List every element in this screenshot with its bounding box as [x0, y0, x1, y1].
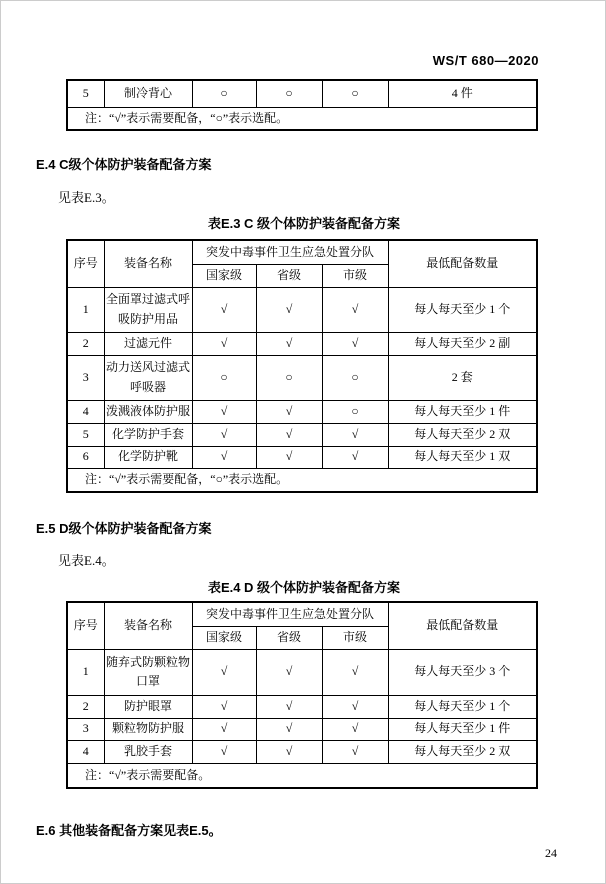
cell-municipal: √ [322, 332, 388, 355]
cell-national: √ [192, 446, 256, 468]
cell-municipal: √ [322, 649, 388, 695]
header-national: 国家级 [192, 626, 256, 649]
cell-seq: 4 [67, 400, 104, 423]
cell-quantity: 每人每天至少 1 件 [388, 400, 537, 423]
cell-seq: 1 [67, 649, 104, 695]
table-header-row [67, 602, 537, 626]
header-team-group: 突发中毒事件卫生应急处置分队 [192, 240, 388, 264]
cell-municipal: ○ [322, 355, 388, 400]
table-note-row [67, 468, 537, 492]
header-provincial: 省级 [256, 264, 322, 287]
table-e4 [66, 601, 538, 789]
cell-national: √ [192, 695, 256, 718]
cell-equipment-name: 动力送风过滤式呼吸器 [104, 355, 192, 400]
section-e5-body: 见表E.4。 [58, 553, 115, 568]
header-seq: 序号 [67, 240, 104, 287]
cell-quantity: 每人每天至少 3 个 [388, 649, 537, 695]
cell-national: √ [192, 287, 256, 332]
cell-national: ○ [192, 80, 256, 107]
page-number: 24 [545, 846, 557, 860]
cell-seq: 3 [67, 355, 104, 400]
cell-national: √ [192, 740, 256, 763]
cell-seq: 2 [67, 332, 104, 355]
table-row [67, 718, 537, 740]
cell-provincial: √ [256, 423, 322, 446]
cell-seq: 4 [67, 740, 104, 763]
cell-equipment-name: 防护眼罩 [104, 695, 192, 718]
cell-municipal: √ [322, 718, 388, 740]
cell-quantity: 2 套 [388, 355, 537, 400]
cell-provincial: ○ [256, 355, 322, 400]
table-e3 [66, 239, 538, 493]
cell-national: ○ [192, 355, 256, 400]
header-quantity: 最低配备数量 [388, 602, 537, 649]
table-row [67, 423, 537, 446]
cell-municipal: √ [322, 446, 388, 468]
cell-provincial: √ [256, 446, 322, 468]
header-seq: 序号 [67, 602, 104, 649]
cell-equipment-name: 乳胶手套 [104, 740, 192, 763]
table-e3-caption: 表E.3 C 级个体防护装备配备方案 [207, 216, 401, 231]
table-e4-caption: 表E.4 D 级个体防护装备配备方案 [207, 580, 401, 595]
table-row [67, 355, 537, 400]
cell-provincial: √ [256, 332, 322, 355]
table-e2-continued [66, 79, 538, 131]
table-row [67, 695, 537, 718]
cell-equipment-name: 全面罩过滤式呼吸防护用品 [104, 287, 192, 332]
table-row [67, 80, 537, 107]
header-municipal: 市级 [322, 264, 388, 287]
header-national: 国家级 [192, 264, 256, 287]
cell-provincial: ○ [256, 80, 322, 107]
cell-equipment-name: 颗粒物防护服 [104, 718, 192, 740]
cell-municipal: √ [322, 695, 388, 718]
cell-quantity: 每人每天至少 1 双 [388, 446, 537, 468]
table-row [67, 740, 537, 763]
cell-provincial: √ [256, 287, 322, 332]
cell-equipment-name: 制冷背心 [104, 80, 192, 107]
header-equipment-name: 装备名称 [104, 602, 192, 649]
table-note-row [67, 107, 537, 130]
table-row [67, 649, 537, 695]
section-e4-body: 见表E.3。 [58, 190, 115, 205]
cell-seq: 3 [67, 718, 104, 740]
cell-quantity: 每人每天至少 1 个 [388, 287, 537, 332]
header-provincial: 省级 [256, 626, 322, 649]
cell-equipment-name: 随弃式防颗粒物口罩 [104, 649, 192, 695]
cell-municipal: ○ [322, 400, 388, 423]
table-row [67, 400, 537, 423]
table-header-row [67, 240, 537, 264]
cell-national: √ [192, 718, 256, 740]
cell-municipal: √ [322, 423, 388, 446]
cell-municipal: √ [322, 287, 388, 332]
cell-provincial: √ [256, 400, 322, 423]
section-e6-heading: E.6 其他装备配备方案见表E.5。 [36, 823, 222, 838]
cell-quantity: 4 件 [388, 80, 537, 107]
cell-municipal: ○ [322, 80, 388, 107]
cell-municipal: √ [322, 740, 388, 763]
cell-equipment-name: 过滤元件 [104, 332, 192, 355]
cell-seq: 5 [67, 80, 104, 107]
cell-national: √ [192, 423, 256, 446]
cell-seq: 2 [67, 695, 104, 718]
cell-provincial: √ [256, 718, 322, 740]
table-note: 注：“√”表示需要配备。 [67, 763, 537, 788]
cell-quantity: 每人每天至少 2 双 [388, 740, 537, 763]
cell-national: √ [192, 649, 256, 695]
cell-seq: 1 [67, 287, 104, 332]
section-e4-heading: E.4 C级个体防护装备配备方案 [36, 157, 212, 172]
header-quantity: 最低配备数量 [388, 240, 537, 287]
header-municipal: 市级 [322, 626, 388, 649]
cell-equipment-name: 泼溅液体防护服 [104, 400, 192, 423]
table-note-row [67, 763, 537, 788]
cell-national: √ [192, 332, 256, 355]
header-equipment-name: 装备名称 [104, 240, 192, 287]
table-row [67, 287, 537, 332]
header-team-group: 突发中毒事件卫生应急处置分队 [192, 602, 388, 626]
cell-quantity: 每人每天至少 2 双 [388, 423, 537, 446]
cell-seq: 6 [67, 446, 104, 468]
table-note: 注：“√”表示需要配备，“○”表示选配。 [67, 107, 537, 130]
cell-provincial: √ [256, 740, 322, 763]
cell-equipment-name: 化学防护靴 [104, 446, 192, 468]
cell-quantity: 每人每天至少 2 副 [388, 332, 537, 355]
cell-quantity: 每人每天至少 1 件 [388, 718, 537, 740]
cell-provincial: √ [256, 695, 322, 718]
table-row [67, 332, 537, 355]
standard-number: WS/T 680—2020 [432, 53, 539, 68]
cell-quantity: 每人每天至少 1 个 [388, 695, 537, 718]
table-note: 注：“√”表示需要配备，“○”表示选配。 [67, 468, 537, 492]
cell-equipment-name: 化学防护手套 [104, 423, 192, 446]
table-row [67, 446, 537, 468]
cell-seq: 5 [67, 423, 104, 446]
cell-provincial: √ [256, 649, 322, 695]
section-e5-heading: E.5 D级个体防护装备配备方案 [36, 521, 212, 536]
cell-national: √ [192, 400, 256, 423]
